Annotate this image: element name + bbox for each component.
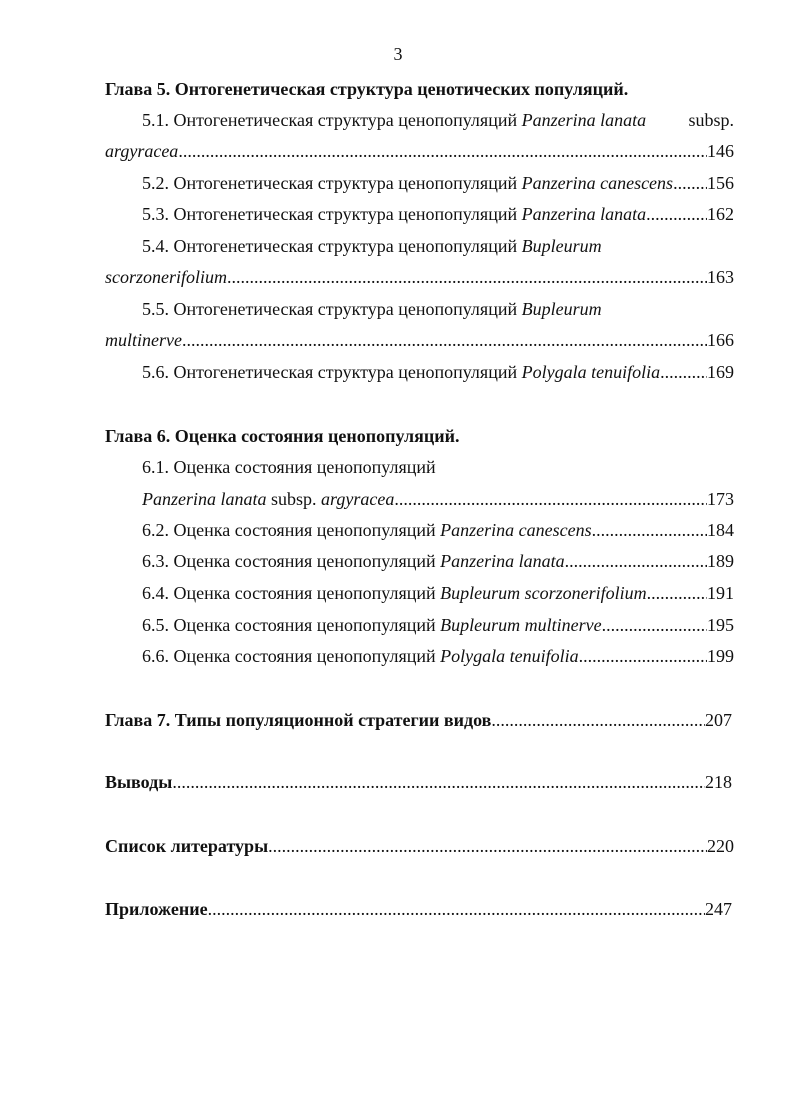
item-text: Оценка состояния ценопопуляций	[173, 646, 436, 666]
page-ref: 199	[707, 646, 734, 666]
dot-leader	[208, 898, 705, 920]
species-name: Panzerina lanata	[440, 551, 565, 571]
toc-item-6-6	[142, 645, 734, 667]
item-suffix: subsp.	[688, 110, 734, 130]
item-text: Онтогенетическая структура ценопопуляций	[173, 204, 518, 224]
species-name: Panzerina canescens	[440, 520, 592, 540]
page-ref: 247	[705, 899, 732, 919]
item-text: Оценка состояния ценопопуляций	[173, 457, 436, 477]
chapter-7-title: Глава 7. Типы популяционной стратегии видов	[105, 710, 492, 730]
page-ref: 189	[707, 551, 734, 571]
item-number: 5.1.	[142, 110, 169, 130]
dot-leader	[592, 519, 707, 541]
toc-item-5-4-cont	[105, 266, 734, 288]
species-name: Panzerina lanata	[142, 489, 267, 509]
dot-leader	[491, 709, 705, 731]
page-ref: 146	[707, 141, 734, 161]
page-ref: 162	[707, 204, 734, 224]
item-number: 5.6.	[142, 362, 169, 382]
toc-item-6-3	[142, 550, 734, 572]
page-ref: 184	[707, 520, 734, 540]
item-text: Онтогенетическая структура ценопопуляций	[173, 236, 518, 256]
dot-leader	[227, 266, 707, 288]
toc-item-6-1-cont	[142, 488, 734, 510]
item-text: Онтогенетическая структура ценопопуляций	[173, 173, 518, 193]
toc-item-5-4	[142, 235, 734, 257]
chapter-5-title: Глава 5. Онтогенетическая структура ценотических популяций.	[105, 79, 629, 99]
toc-item-5-5	[142, 298, 734, 320]
species-name: argyracea	[321, 489, 395, 509]
species-name: Polygala tenuifolia	[440, 646, 579, 666]
species-name: Bupleurum multinerve	[440, 615, 602, 635]
dot-leader	[268, 835, 707, 857]
item-text: Оценка состояния ценопопуляций	[173, 520, 436, 540]
item-number: 6.1.	[142, 457, 169, 477]
toc-item-6-5	[142, 614, 734, 636]
item-number: 6.6.	[142, 646, 169, 666]
item-text: Онтогенетическая структура ценопопуляций	[173, 299, 518, 319]
page-ref: 166	[707, 330, 734, 350]
item-number: 6.3.	[142, 551, 169, 571]
appendix-title: Приложение	[105, 899, 208, 919]
item-number: 5.2.	[142, 173, 169, 193]
page-ref: 163	[707, 267, 734, 287]
page-ref: 218	[705, 772, 732, 792]
species-name: Panzerina lanata	[521, 110, 647, 130]
conclusions-entry	[105, 771, 732, 793]
dot-leader	[673, 172, 707, 194]
species-name: multinerve	[105, 330, 182, 350]
item-text: Онтогенетическая структура ценопопуляций	[173, 362, 518, 382]
toc-item-6-1	[142, 456, 734, 478]
species-name: argyracea	[105, 141, 179, 161]
chapter-7-entry	[105, 709, 732, 731]
item-number: 5.5.	[142, 299, 169, 319]
toc-item-6-4	[142, 582, 734, 604]
item-number: 6.2.	[142, 520, 169, 540]
page-number: 3	[393, 44, 403, 64]
dot-leader	[646, 203, 707, 225]
toc-item-5-1-cont	[105, 140, 734, 162]
toc-item-5-1	[142, 109, 734, 131]
item-text: Оценка состояния ценопопуляций	[173, 583, 436, 603]
references-entry	[105, 835, 734, 857]
conclusions-title: Выводы	[105, 772, 173, 792]
species-name: Bupleurum	[521, 299, 602, 319]
item-number: 6.5.	[142, 615, 169, 635]
appendix-entry	[105, 898, 732, 920]
dot-leader	[660, 361, 707, 383]
item-number: 6.4.	[142, 583, 169, 603]
dot-leader	[565, 550, 707, 572]
page-ref: 169	[707, 362, 734, 382]
page-ref: 191	[707, 583, 734, 603]
dot-leader	[172, 771, 705, 793]
page-ref: 207	[705, 710, 732, 730]
item-number: 5.4.	[142, 236, 169, 256]
dot-leader	[178, 140, 707, 162]
page-ref: 220	[707, 836, 734, 856]
dot-leader	[182, 329, 707, 351]
species-name: Panzerina lanata	[521, 204, 647, 224]
item-text: Онтогенетическая структура ценопопуляций	[173, 110, 518, 130]
species-name: Polygala tenuifolia	[521, 362, 661, 382]
item-number: 5.3.	[142, 204, 169, 224]
dot-leader	[602, 614, 707, 636]
references-title: Список литературы	[105, 836, 269, 856]
dot-leader	[394, 488, 707, 510]
toc-item-5-6	[142, 361, 734, 383]
species-name: Bupleurum scorzonerifolium	[440, 583, 647, 603]
chapter-6-title: Глава 6. Оценка состояния ценопопуляций.	[105, 426, 460, 446]
toc-item-6-2	[142, 519, 734, 541]
page-ref: 195	[707, 615, 734, 635]
item-text: Оценка состояния ценопопуляций	[173, 615, 436, 635]
dot-leader	[579, 645, 707, 667]
subspecies-marker: subsp.	[271, 489, 317, 509]
species-name: Bupleurum	[521, 236, 602, 256]
species-name: Panzerina canescens	[521, 173, 674, 193]
item-text: Оценка состояния ценопопуляций	[173, 551, 436, 571]
toc-item-5-3	[142, 203, 734, 225]
page-ref: 173	[707, 489, 734, 509]
species-name: scorzonerifolium	[105, 267, 228, 287]
page-ref: 156	[707, 173, 734, 193]
toc-item-5-5-cont	[105, 329, 734, 351]
toc-item-5-2	[142, 172, 734, 194]
dot-leader	[647, 582, 707, 604]
